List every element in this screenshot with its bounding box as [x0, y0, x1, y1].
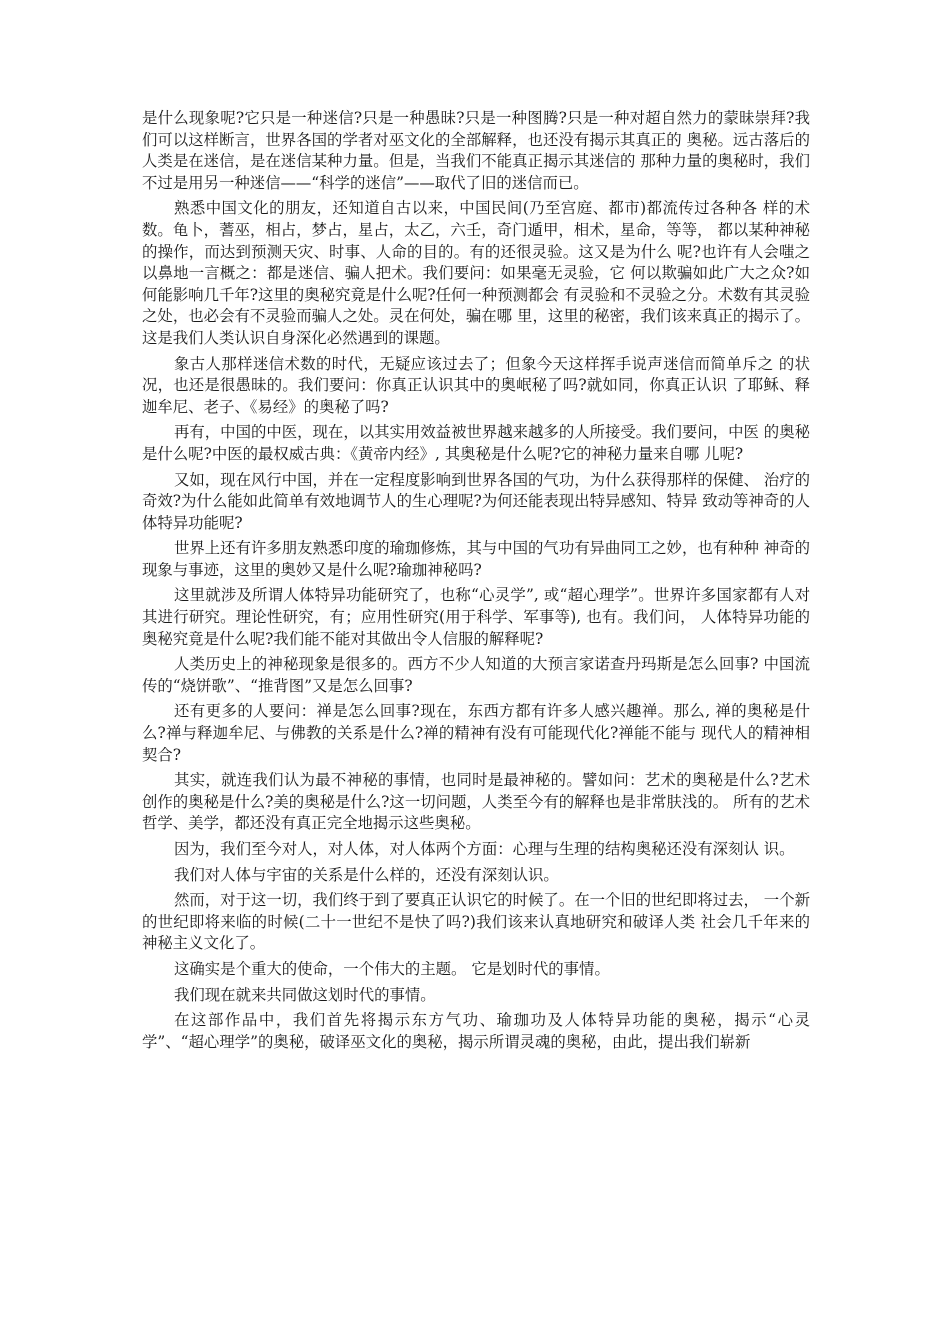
paragraph-6: 世界上还有许多朋友熟悉印度的瑜珈修炼，其与中国的气功有异曲同工之妙，也有种种 神奇的现象与事迹，这里的奥妙又是什么呢?瑜珈神秘吗? — [142, 539, 810, 579]
paragraph-9: 还有更多的人要问：禅是怎么回事?现在，东西方都有许多人感兴趣禅。那么, 禅的奥秘是什么?禅与释迦牟尼、与佛教的关系是什么?禅的精神有没有可能现代化?禅能不能与 现代人的精神相契合? — [142, 702, 810, 764]
document-page — [142, 108, 810, 1057]
paragraph-8: 人类历史上的神秘现象是很多的。西方不少人知道的大预言家诺查丹玛斯是怎么回事? 中国流传的“烧饼歌”、“推背图”又是怎么回事? — [142, 655, 810, 695]
paragraph-15: 我们现在就来共同做这划时代的事情。 — [174, 985, 436, 1004]
paragraph-7: 这里就涉及所谓人体特异功能研究了，也称“心灵学”, 或“超心理学”。世界许多国家都有人对其进行研究。理论性研究，有；应用性研究(用于科学、军事等), 也有。我们问， 人体特异功能的奥秘究竟是什么呢?我们能不能对其做出令人信服的解释呢? — [142, 586, 810, 648]
paragraph-2: 熟悉中国文化的朋友，还知道自古以来，中国民间(乃至宫庭、都市)都流传过各种各 样的术数。龟卜，蓍巫，相占，梦占，星占，太乙，六壬，奇门遁甲，相术，星命，等等， 都以某种神秘的操作，而达到预测天灾、时事、人命的目的。有的还很灵验。这又是为什么 呢?也许有人会嗤之以鼻地一言概之：都是迷信、骗人把术。我们要问：如果毫无灵验，它 何以欺骗如此广大之众?如何能影响几千年?这里的奥秘究竟是什么呢?任何一种预测都会 有灵验和不灵验之分。术数有其灵验之处，也必会有不灵验而骗人之处。灵在何处，骗在哪 里，这里的秘密，我们该来真正的揭示了。这是我们人类认识自身深化必然遇到的课题。 — [142, 199, 810, 347]
paragraph-10: 其实，就连我们认为最不神秘的事情，也同时是最神秘的。譬如问：艺术的奥秘是什么?艺术创作的奥秘是什么?美的奥秘是什么?这一切问题，人类至今有的解释也是非常肤浅的。 所有的艺术哲学、美学，都还没有真正完全地揭示这些奥秘。 — [142, 771, 810, 833]
paragraph-16: 在这部作品中，我们首先将揭示东方气功、瑜珈功及人体特异功能的奥秘，揭示“心灵学”、“超心理学”的奥秘，破译巫文化的奥秘，揭示所谓灵魂的奥秘，由此，提出我们崭新 — [142, 1011, 810, 1051]
paragraph-4: 再有，中国的中医，现在，以其实用效益被世界越来越多的人所接受。我们要问，中医 的奥秘是什么呢?中医的最权威古典：《黄帝内经》, 其奥秘是什么呢?它的神秘力量来自哪 儿呢? — [142, 423, 810, 463]
paragraph-14: 这确实是个重大的使命，一个伟大的主题。 它是划时代的事情。 — [174, 959, 610, 978]
paragraph-1: 是什么现象呢?它只是一种迷信?只是一种愚昧?只是一种图腾?只是一种对超自然力的蒙昧崇拜?我们可以这样断言，世界各国的学者对巫文化的全部解释，也还没有揭示其真正的 奥秘。远古落后的人类是在迷信，是在迷信某种力量。但是，当我们不能真正揭示其迷信的 那种力量的奥秘时，我们不过是用另一种迷信——“科学的迷信”——取代了旧的迷信而已。 — [142, 109, 810, 192]
paragraph-3: 象古人那样迷信术数的时代，无疑应该过去了；但象今天这样挥手说声迷信而简单斥之 的状况，也还是很愚昧的。我们要问：你真正认识其中的奥岷秘了吗?就如同，你真正认识 了耶稣、释迦牟尼、老子、《易经》的奥秘了吗? — [142, 354, 810, 416]
paragraph-12: 我们对人体与宇宙的关系是什么样的，还没有深刻认识。 — [174, 865, 559, 884]
paragraph-5: 又如，现在风行中国，并在一定程度影响到世界各国的气功，为什么获得那样的保健、 治疗的奇效?为什么能如此简单有效地调节人的生心理呢?为何还能表现出特异感知、特异 致动等神奇的人体特异功能呢? — [142, 470, 810, 532]
paragraph-11: 因为，我们至今对人，对人体，对人体两个方面：心理与生理的结构奥秘还没有深刻认 识。 — [174, 840, 795, 858]
paragraph-13: 然而，对于这一切，我们终于到了要真正认识它的时候了。在一个旧的世纪即将过去， 一个新的世纪即将来临的时候(二十一世纪不是快了吗?)我们该来认真地研究和破译人类 社会几千年来的神秘主义文化了。 — [142, 891, 810, 953]
